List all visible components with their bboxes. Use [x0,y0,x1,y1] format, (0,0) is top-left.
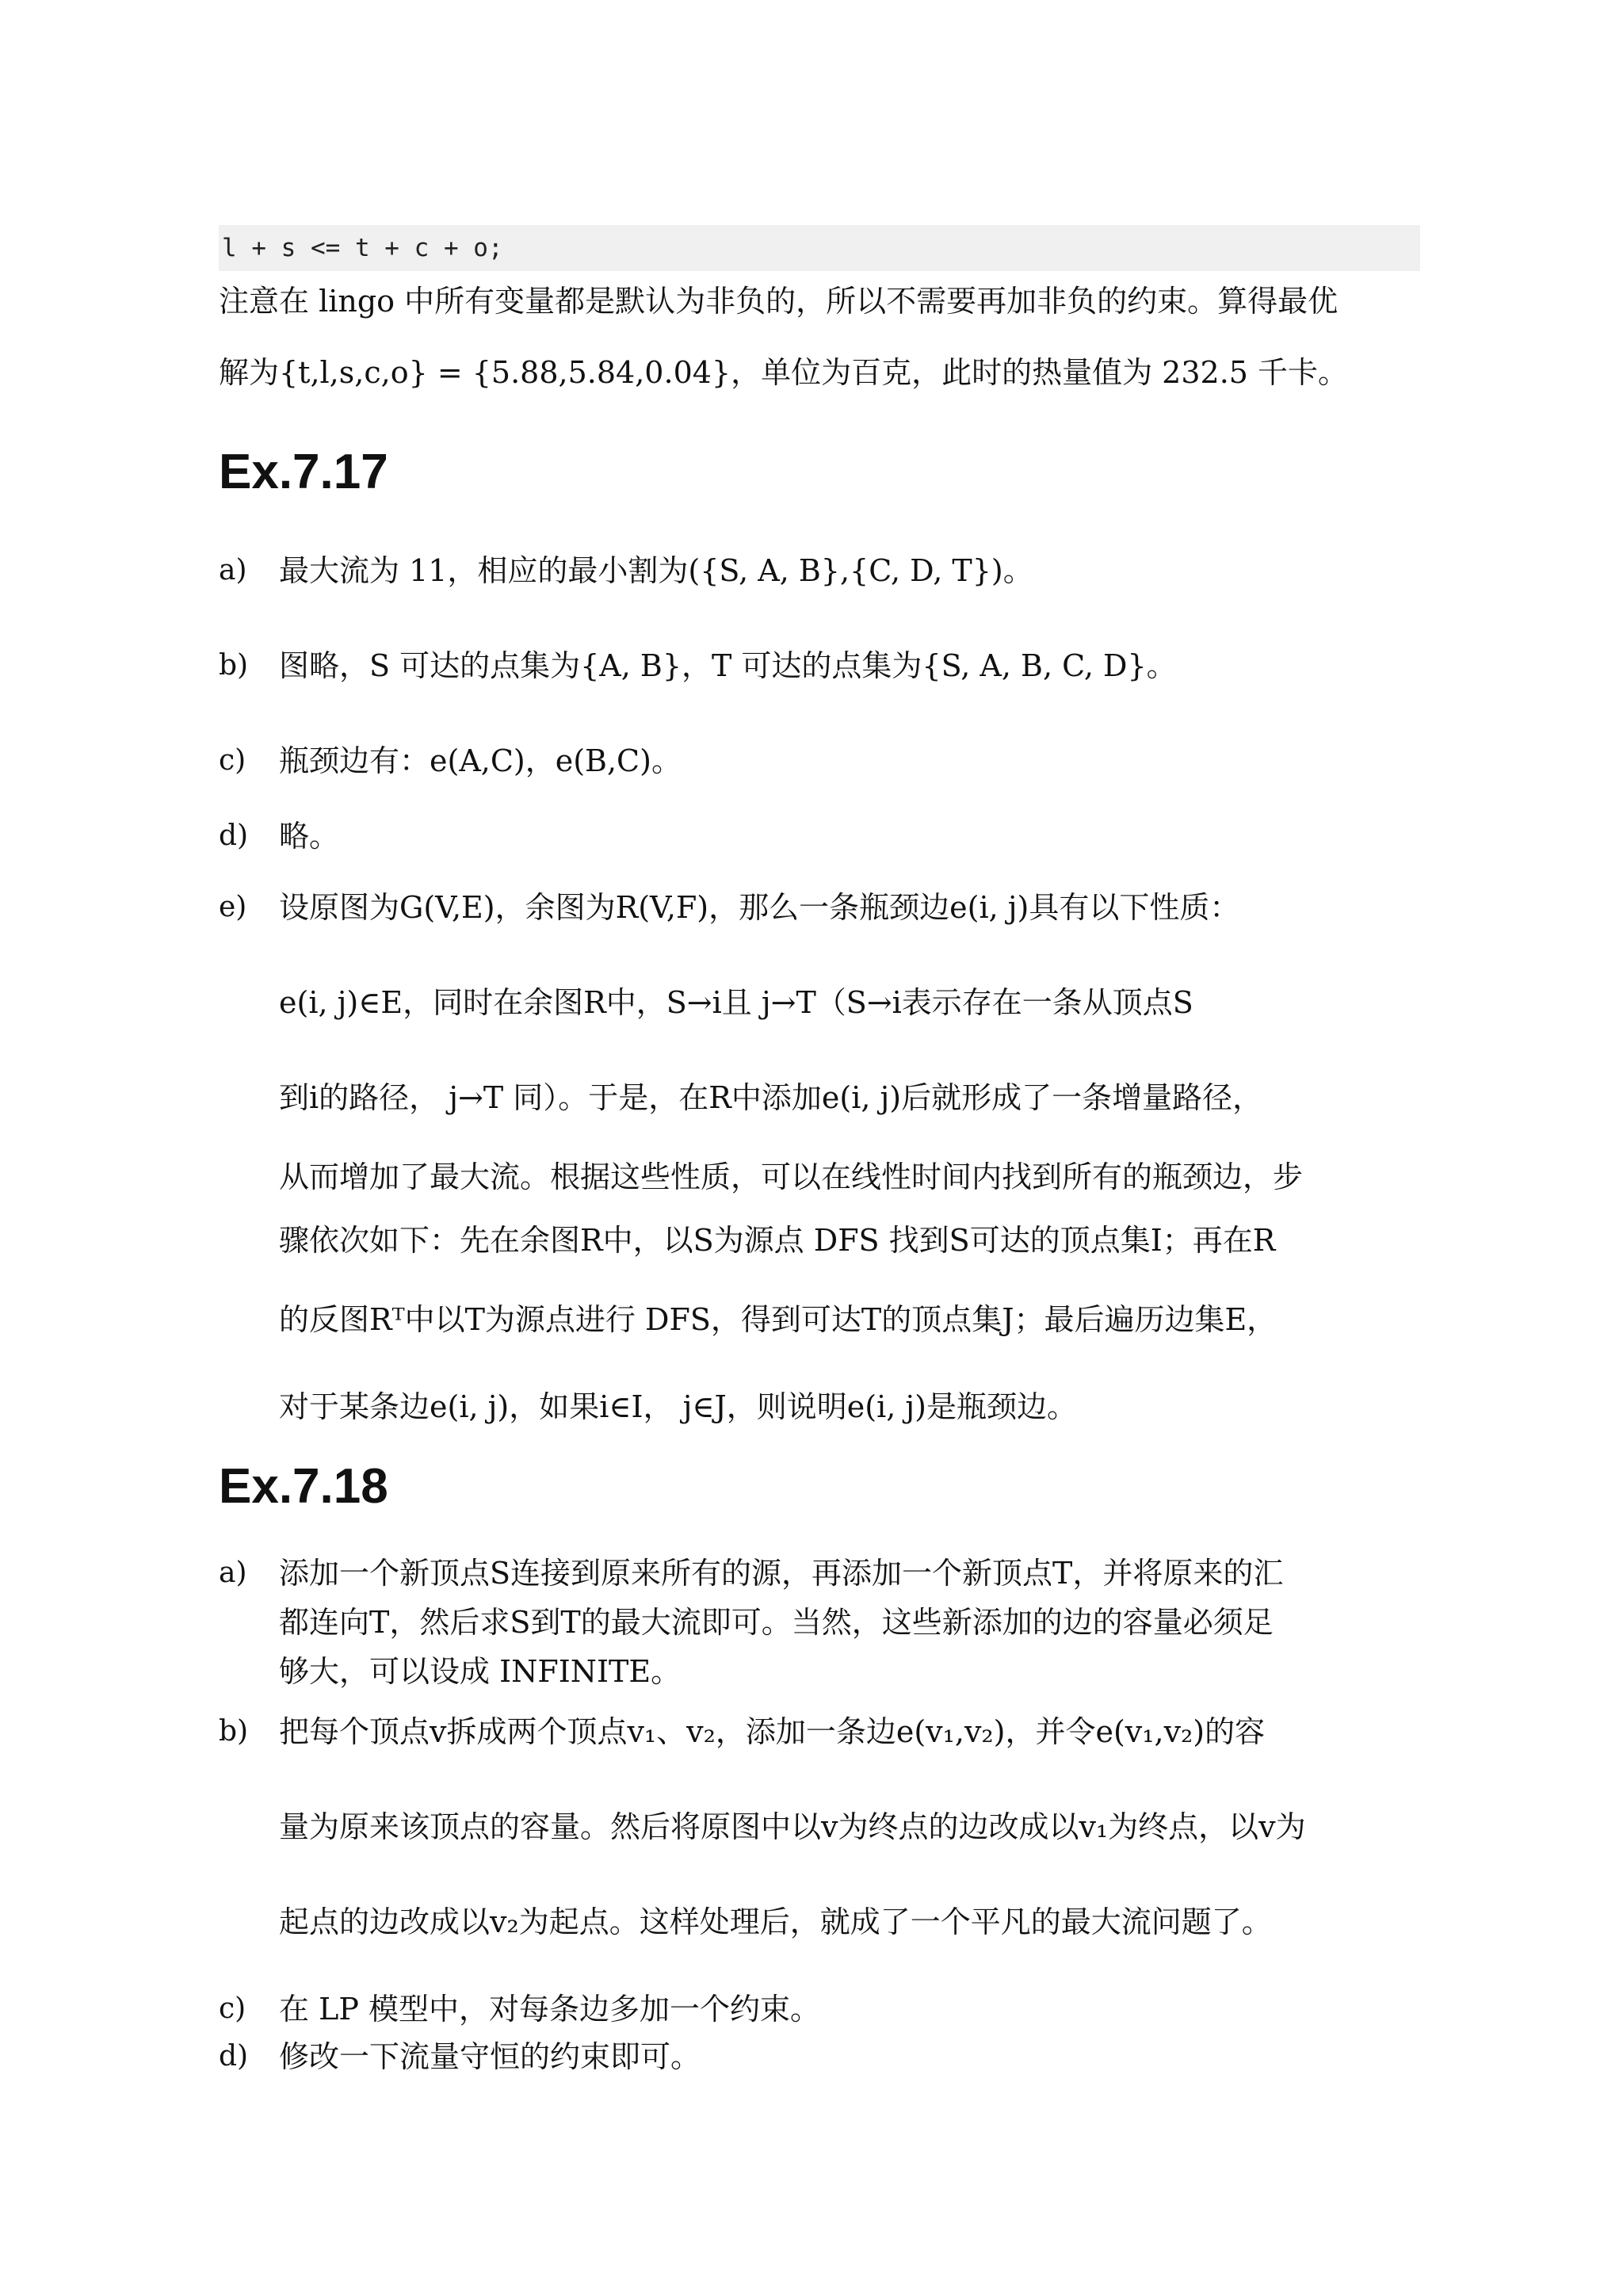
list-item-text: 略。 [279,819,340,854]
list-item-text: 修改一下流量守恒的约束即可。 [279,2039,701,2074]
list-marker: b) [219,649,249,682]
list-item-text: 的反图Rᵀ中以T为源点进行 DFS，得到可达T的顶点集J；最后遍历边集E， [279,1302,1277,1337]
list-marker: d) [219,819,249,852]
section-title-ex-7-18: Ex.7.18 [219,1459,388,1514]
list-item-text: 起点的边改成以v₂为起点。这样处理后，就成了一个平凡的最大流问题了。 [279,1904,1272,1939]
list-item-text: 对于某条边e(i, j)，如果i∈I， j∈J，则说明e(i, j)是瓶颈边。 [279,1389,1077,1424]
code-line: l + s <= t + c + o; [219,225,1420,271]
list-item-text: 量为原来该顶点的容量。然后将原图中以v为终点的边改成以v₁为终点，以v为 [279,1809,1306,1844]
list-marker: c) [219,744,246,777]
list-item-text: 最大流为 11，相应的最小割为({S, A, B},{C, D, T})。 [279,553,1033,588]
list-item-text: 到i的路径， j→T 同）。于是，在R中添加e(i, j)后就形成了一条增量路径， [279,1080,1263,1115]
list-marker: a) [219,1557,247,1589]
list-marker: e) [219,891,247,923]
list-item-text: 添加一个新顶点S连接到原来所有的源，再添加一个新顶点T，并将原来的汇 [279,1556,1284,1591]
list-marker: c) [219,1992,246,2025]
list-marker: d) [219,2040,249,2073]
list-item-text: 把每个顶点v拆成两个顶点v₁、v₂，添加一条边e(v₁,v₂)，并令e(v₁,v₂)的容 [279,1714,1266,1749]
list-item-text: 在 LP 模型中，对每条边多加一个约束。 [279,1992,820,2027]
intro-line-1: 注意在 lingo 中所有变量都是默认为非负的，所以不需要再加非负的约束。算得最优 [219,284,1338,319]
list-marker: b) [219,1715,249,1748]
list-item-text: 设原图为G(V,E)，余图为R(V,F)，那么一条瓶颈边e(i, j)具有以下性质： [279,890,1240,925]
list-item-text: e(i, j)∈E，同时在余图R中，S→i且 j→T（S→i表示存在一条从顶点S [279,985,1193,1020]
list-item-text: 骤依次如下：先在余图R中，以S为源点 DFS 找到S可达的顶点集I；再在R [279,1223,1276,1258]
intro-line-2: 解为{t,l,s,c,o} = {5.88,5.84,0.04}，单位为百克，此时的热量值为 232.5 千卡。 [219,355,1349,390]
section-title-ex-7-17: Ex.7.17 [219,445,388,499]
list-item-text: 够大，可以设成 INFINITE。 [279,1654,682,1689]
list-item-text: 图略，S 可达的点集为{A, B}，T 可达的点集为{S, A, B, C, D}。 [279,648,1177,683]
list-item-text: 瓶颈边有：e(A,C)，e(B,C)。 [279,743,682,778]
list-marker: a) [219,554,247,586]
list-item-text: 都连向T，然后求S到T的最大流即可。当然，这些新添加的边的容量必须足 [279,1605,1274,1640]
list-item-text: 从而增加了最大流。根据这些性质，可以在线性时间内找到所有的瓶颈边，步 [279,1159,1304,1194]
